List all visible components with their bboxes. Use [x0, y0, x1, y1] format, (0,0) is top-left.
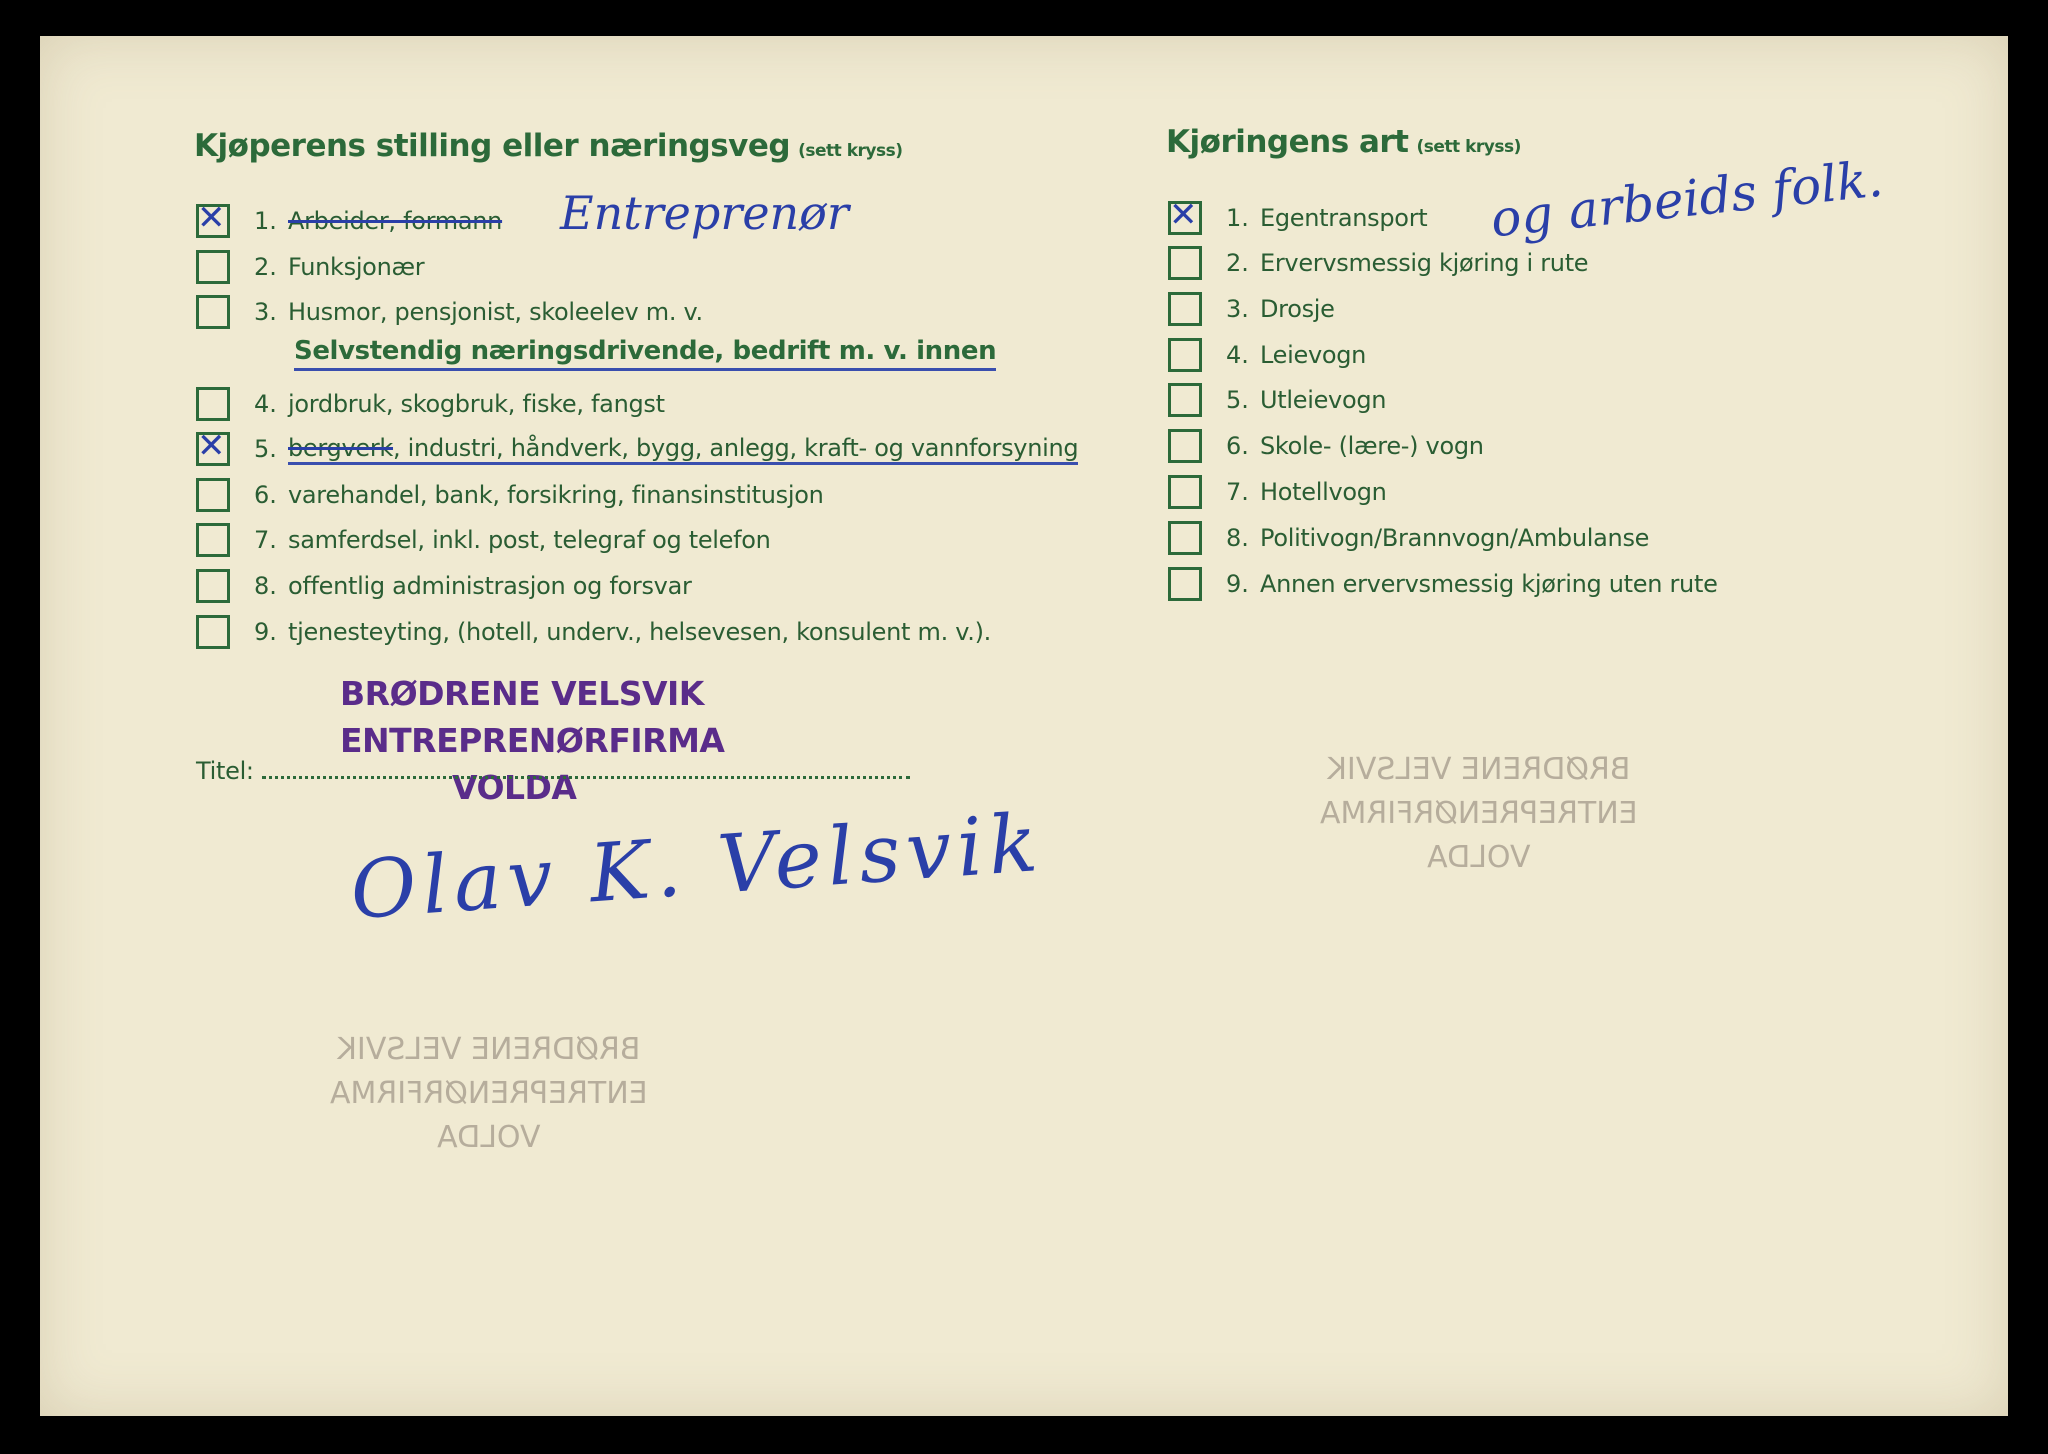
bleed-through-stamp-left [330, 1028, 648, 1160]
item-label: Hotellvogn [1260, 478, 1387, 506]
stamp-line-1: BRØDRENE VELSVIK [340, 674, 704, 713]
left-item-2[interactable] [196, 247, 424, 287]
item-number: 3. [1226, 295, 1249, 323]
item-label: Arbeider, formann [288, 207, 503, 235]
ghost-line-2: ENTREPRENØRFIRMA [1320, 796, 1638, 831]
right-item-2[interactable] [1168, 243, 1588, 283]
item-label-struck: bergverk [288, 433, 394, 462]
left-item-9[interactable] [196, 612, 991, 652]
left-heading-text: Kjøperens stilling eller næringsveg [194, 128, 791, 164]
item-number: 4. [1226, 341, 1249, 369]
right-heading [1166, 124, 1521, 160]
item-label: Husmor, pensjonist, skoleelev m. v. [288, 298, 703, 326]
item-label: Leievogn [1260, 341, 1367, 369]
right-item-8[interactable] [1168, 518, 1649, 558]
item-number: 6. [1226, 432, 1249, 460]
item-label: Drosje [1260, 295, 1335, 323]
right-heading-text: Kjøringens art [1166, 124, 1409, 160]
left-item-8[interactable] [196, 566, 692, 606]
item-label: Ervervsmessig kjøring i rute [1260, 249, 1589, 277]
checkbox[interactable] [196, 426, 230, 466]
checkbox[interactable] [1168, 429, 1202, 463]
item-number: 1. [1226, 204, 1249, 232]
checkbox[interactable] [196, 569, 230, 603]
ghost-line-1: BRØDRENE VELSVIK [337, 1032, 641, 1067]
item-number: 2. [1226, 249, 1249, 277]
item-number: 2. [254, 253, 277, 281]
item-number: 6. [254, 481, 277, 509]
item-label: Annen ervervsmessig kjøring uten rute [1260, 570, 1718, 598]
ghost-line-2: ENTREPRENØRFIRMA [330, 1076, 648, 1111]
right-item-4[interactable] [1168, 335, 1366, 375]
item-number: 1. [254, 207, 277, 235]
checkbox[interactable] [1168, 383, 1202, 417]
item-label: jordbruk, skogbruk, fiske, fangst [288, 390, 665, 418]
item-label: tjenesteyting, (hotell, underv., helsevesen, konsulent m. v.). [288, 618, 991, 646]
item-number: 8. [1226, 524, 1249, 552]
right-item-3[interactable] [1168, 289, 1335, 329]
ghost-line-1: BRØDRENE VELSVIK [1327, 752, 1631, 787]
checkbox[interactable] [196, 478, 230, 512]
item-label [288, 434, 1078, 465]
checkbox[interactable] [196, 523, 230, 557]
item-label: Egentransport [1260, 204, 1428, 232]
item-label: Politivogn/Brannvogn/Ambulanse [1260, 524, 1650, 552]
left-heading-note: (sett kryss) [798, 141, 903, 161]
left-item-4[interactable] [196, 384, 665, 424]
left-item-1[interactable] [196, 198, 503, 241]
item-number: 9. [254, 618, 277, 646]
item-number: 7. [1226, 478, 1249, 506]
ghost-line-3: VOLDA [1427, 840, 1531, 875]
ghost-line-3: VOLDA [437, 1120, 541, 1155]
checkbox[interactable] [1168, 567, 1202, 601]
left-item-5[interactable] [196, 426, 1079, 469]
item-number: 8. [254, 572, 277, 600]
item-number: 7. [254, 526, 277, 554]
checkbox[interactable] [196, 198, 230, 238]
item-number: 5. [1226, 386, 1249, 414]
checkbox[interactable] [1168, 292, 1202, 326]
left-item-6[interactable] [196, 475, 824, 515]
handwritten-occupation: Entreprenør [560, 186, 849, 240]
check-mark-icon: ✕ [1169, 195, 1198, 235]
item-label: Funksjonær [288, 253, 425, 281]
stamp-line-3: VOLDA [452, 768, 577, 807]
right-item-6[interactable] [1168, 426, 1484, 466]
check-mark-icon: ✕ [197, 426, 226, 466]
title-dotted-line[interactable] [262, 756, 910, 779]
item-label: Utleievogn [1260, 386, 1387, 414]
left-heading [194, 128, 902, 164]
handwritten-transport-note: og arbeids folk. [1488, 149, 1886, 249]
checkbox[interactable] [1168, 521, 1202, 555]
checkbox[interactable] [1168, 246, 1202, 280]
right-item-9[interactable] [1168, 564, 1718, 604]
checkbox[interactable] [196, 387, 230, 421]
item-label-rest: , industri, håndverk, bygg, anlegg, kraft- og vannforsyning [393, 433, 1079, 462]
title-field[interactable] [196, 756, 910, 785]
item-label: offentlig administrasjon og forsvar [288, 572, 692, 600]
right-item-5[interactable] [1168, 380, 1386, 420]
right-heading-note: (sett kryss) [1416, 137, 1521, 157]
item-number: 5. [254, 435, 277, 463]
bleed-through-stamp-right [1320, 748, 1638, 880]
item-number: 3. [254, 298, 277, 326]
item-number: 4. [254, 390, 277, 418]
company-stamp [340, 670, 724, 811]
check-mark-icon: ✕ [197, 198, 226, 238]
title-label: Titel: [196, 757, 254, 785]
item-label: varehandel, bank, forsikring, finansinstitusjon [288, 481, 824, 509]
signature: Olav K. Velsvik [347, 795, 1047, 938]
stamp-line-2: ENTREPRENØRFIRMA [340, 721, 725, 760]
checkbox[interactable] [1168, 195, 1202, 235]
right-item-7[interactable] [1168, 472, 1387, 512]
left-subheading: Selvstendig næringsdrivende, bedrift m. v. innen [294, 336, 996, 371]
checkbox[interactable] [1168, 475, 1202, 509]
checkbox[interactable] [196, 295, 230, 329]
left-item-7[interactable] [196, 520, 771, 560]
left-item-3[interactable] [196, 292, 703, 332]
checkbox[interactable] [196, 615, 230, 649]
checkbox[interactable] [1168, 338, 1202, 372]
checkbox[interactable] [196, 250, 230, 284]
right-item-1[interactable] [1168, 195, 1428, 238]
item-number: 9. [1226, 570, 1249, 598]
item-label: samferdsel, inkl. post, telegraf og telefon [288, 526, 771, 554]
item-label: Skole- (lære-) vogn [1260, 432, 1484, 460]
form-sheet [40, 36, 2008, 1416]
